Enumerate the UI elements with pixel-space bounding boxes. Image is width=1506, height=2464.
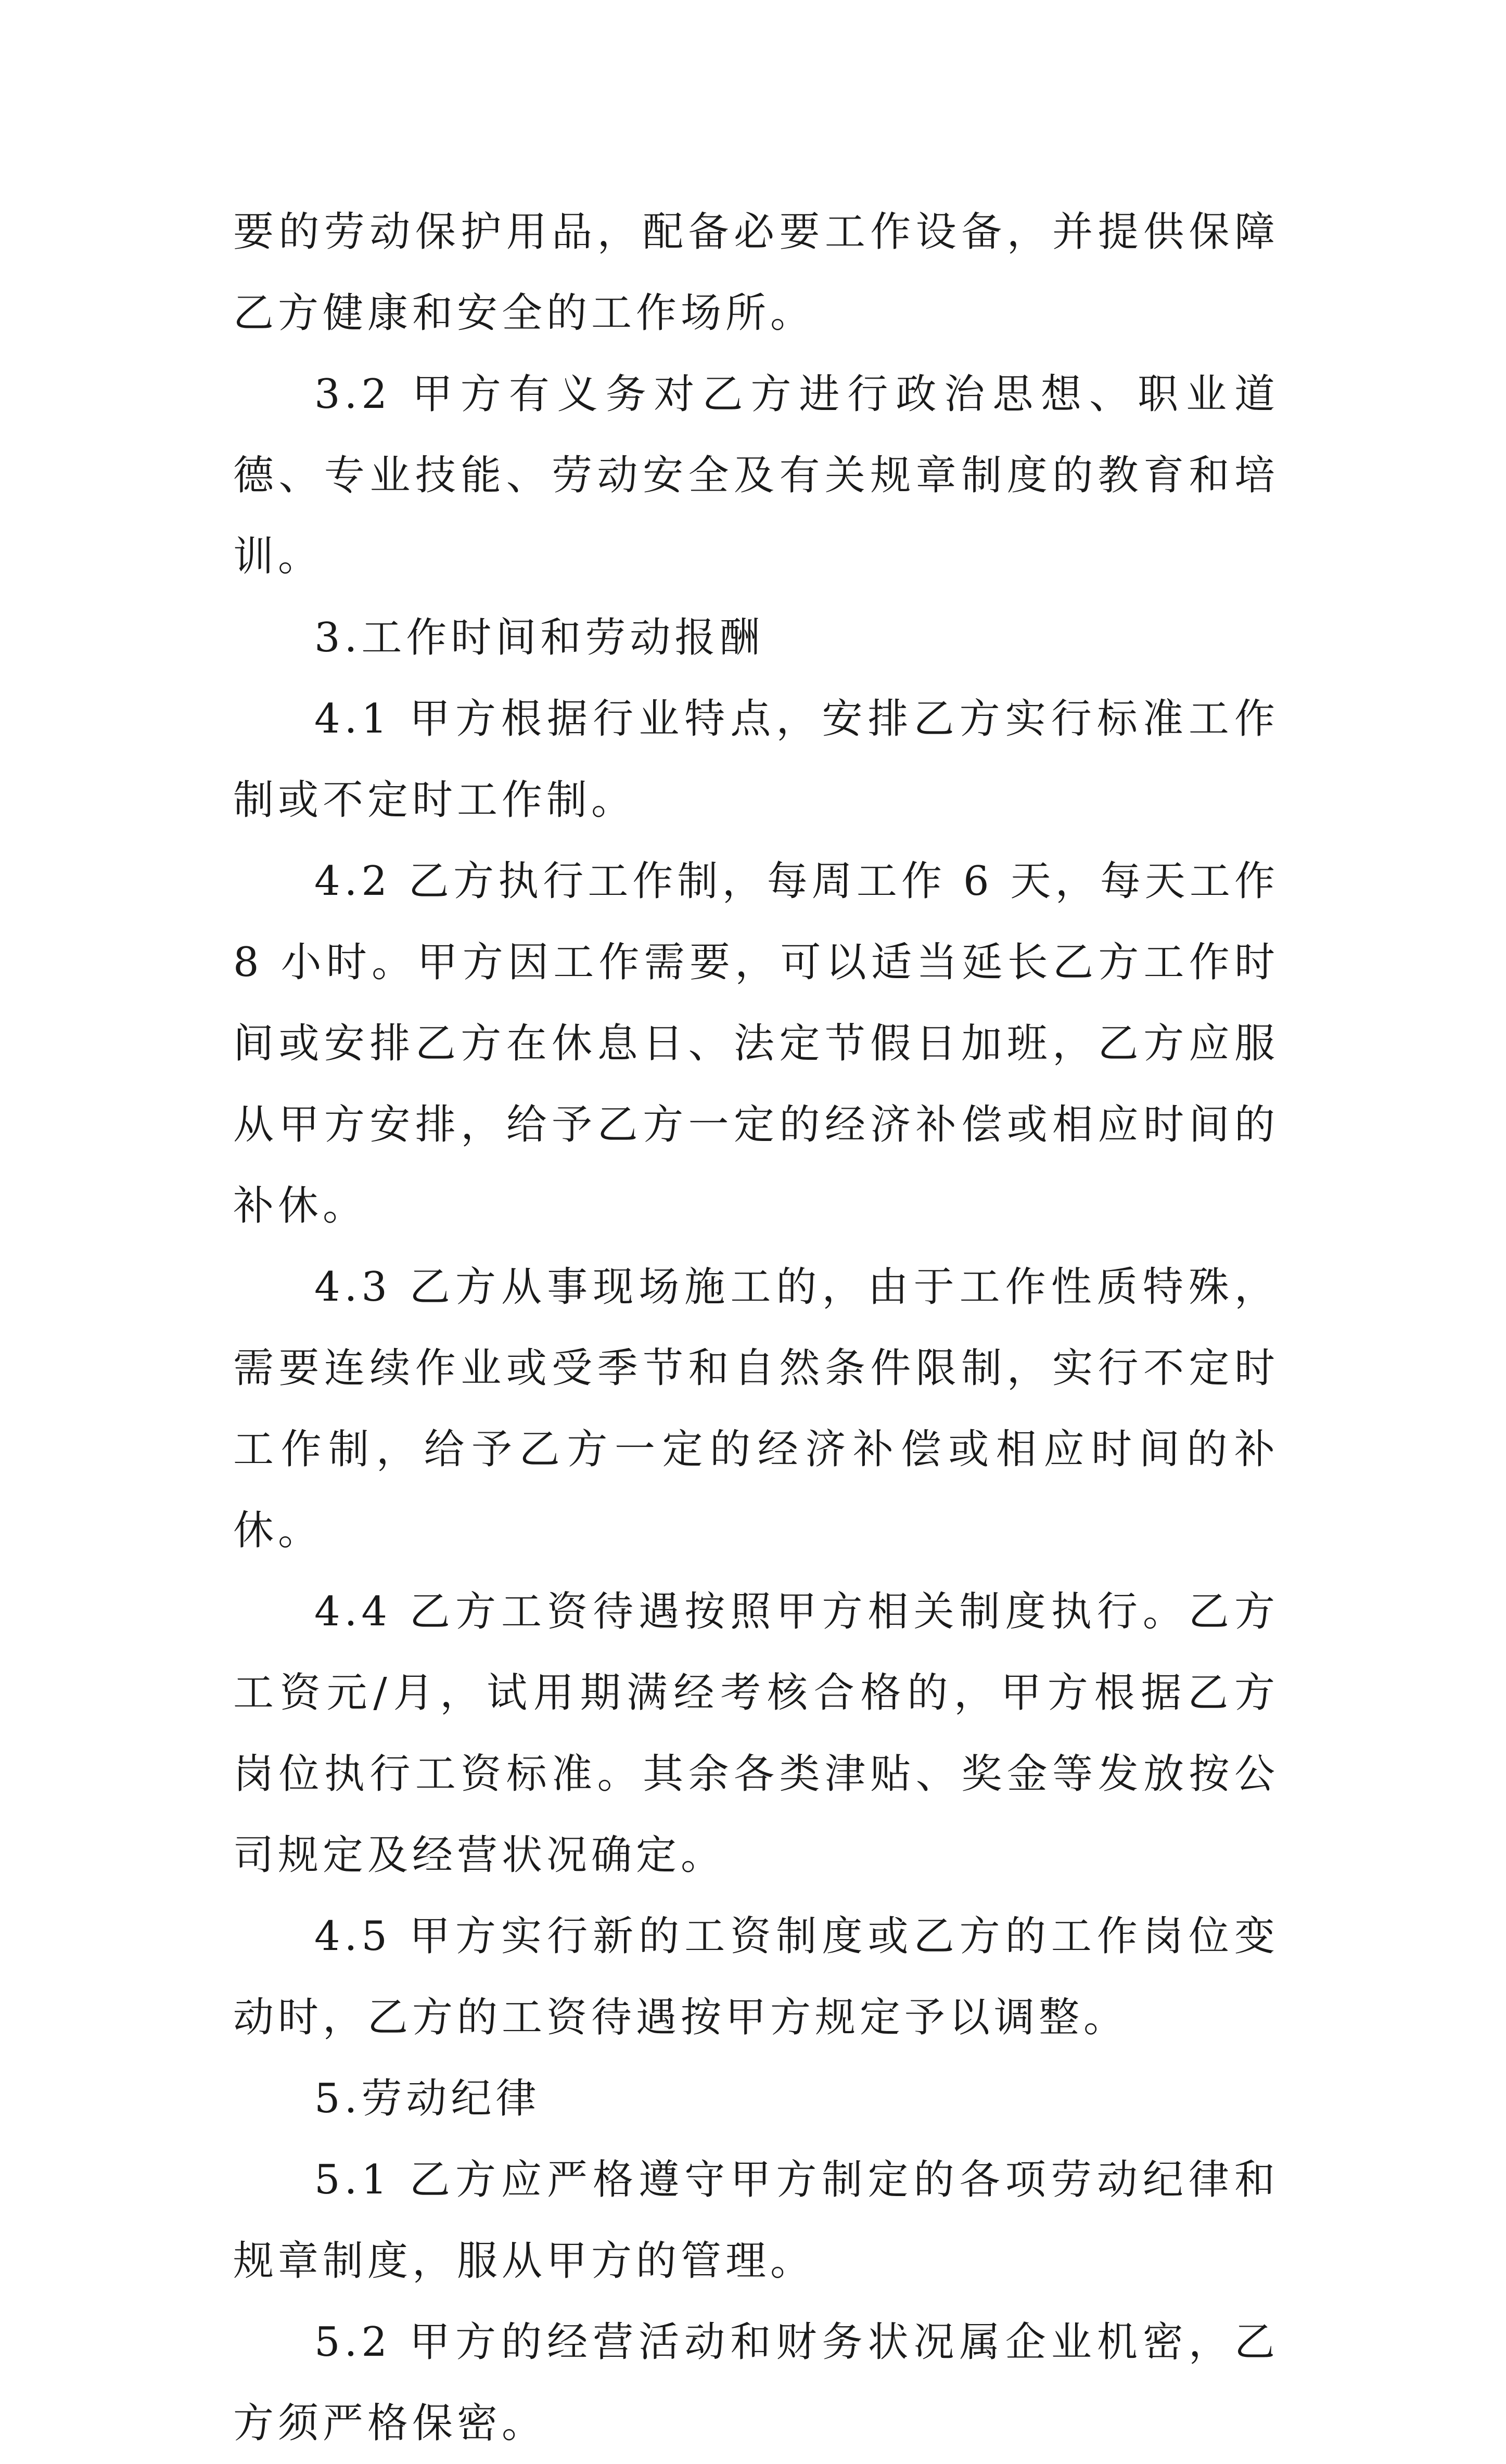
section-heading: 3.工作时间和劳动报酬	[314, 614, 764, 661]
paragraph: 4.4 乙方工资待遇按照甲方相关制度执行。乙方工资元/月，试用期满经考核合格的，甲方根据乙方岗位执行工资标准。其余各类津贴、奖金等发放按公司规定及经营状况确定。	[233, 1588, 1279, 1879]
paragraph: 4.2 乙方执行工作制，每周工作 6 天，每天工作 8 小时。甲方因工作需要，可以适当延长乙方工作时间或安排乙方在休息日、法定节假日加班，乙方应服从甲方安排，给予乙方一定的经济补偿或相应时间的补休。	[233, 858, 1279, 1229]
paragraph: 4.3 乙方从事现场施工的，由于工作性质特殊，需要连续作业或受季节和自然条件限制，实行不定时工作制，给予乙方一定的经济补偿或相应时间的补休。	[233, 1264, 1279, 1554]
paragraph: 3.2 甲方有义务对乙方进行政治思想、职业道德、专业技能、劳动安全及有关规章制度的教育和培训。	[233, 371, 1279, 580]
section-heading: 5.劳动纪律	[314, 2075, 541, 2122]
paragraph: 5.1 乙方应严格遵守甲方制定的各项劳动纪律和规章制度，服从甲方的管理。	[233, 2157, 1279, 2285]
document-body	[233, 191, 1279, 2464]
paragraph: 要的劳动保护用品，配备必要工作设备，并提供保障乙方健康和安全的工作场所。	[233, 209, 1279, 337]
paragraph: 4.1 甲方根据行业特点，安排乙方实行标准工作制或不定时工作制。	[233, 696, 1279, 824]
paragraph: 4.5 甲方实行新的工资制度或乙方的工作岗位变动时，乙方的工资待遇按甲方规定予以调整。	[233, 1913, 1279, 2041]
paragraph: 5.2 甲方的经营活动和财务状况属企业机密，乙方须严格保密。	[233, 2319, 1279, 2447]
